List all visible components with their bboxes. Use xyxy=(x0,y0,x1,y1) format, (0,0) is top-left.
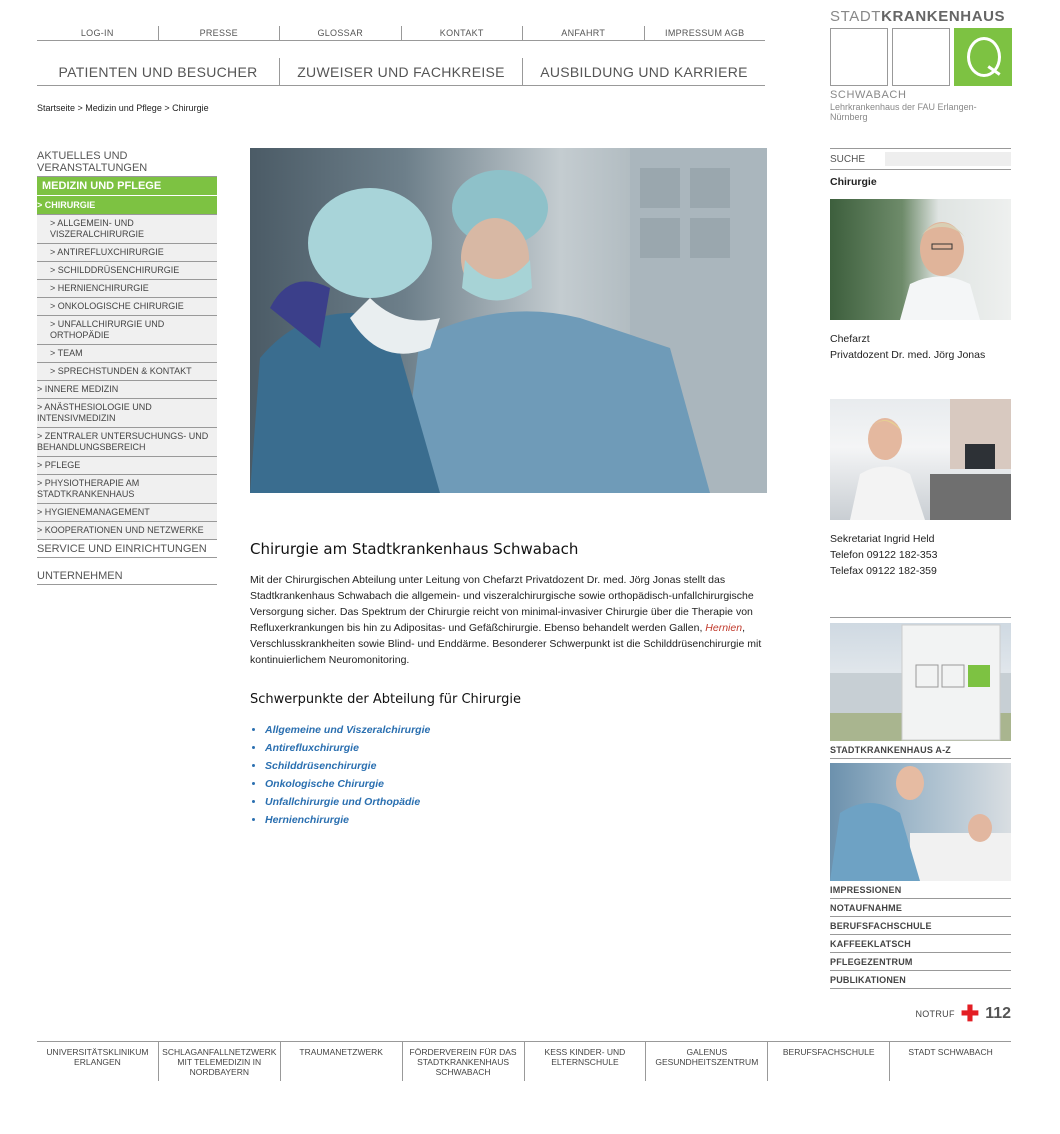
main-nav xyxy=(37,58,765,86)
footer-link[interactable]: KESS KINDER- UND ELTERNSCHULE xyxy=(525,1042,647,1081)
sidebar-item[interactable]: > INNERE MEDIZIN xyxy=(37,381,217,399)
partner-footer xyxy=(37,1041,1011,1081)
logo-wordmark: STADTKRANKENHAUS xyxy=(830,8,1006,25)
nav-zuweiser[interactable]: ZUWEISER UND FACHKREISE xyxy=(280,58,523,85)
sidebar-item[interactable]: > ZENTRALER UNTERSUCHUNGS- UND BEHANDLUNGSBEREICH xyxy=(37,428,217,457)
impressionen-photo[interactable] xyxy=(830,763,1011,881)
sidebar-item-aktuelles[interactable]: AKTUELLES UND VERANSTALTUNGEN xyxy=(37,150,217,177)
link-notaufnahme[interactable]: NOTAUFNAHME xyxy=(830,899,1011,917)
footer-link[interactable]: SCHLAGANFALLNETZWERK MIT TELEMEDIZIN IN NORDBAYERN xyxy=(159,1042,281,1081)
footer-link[interactable]: BERUFSFACHSCHULE xyxy=(768,1042,890,1081)
sekretariat-photo xyxy=(830,399,1011,520)
nav-kontakt[interactable]: KONTAKT xyxy=(402,26,524,40)
nav-impressum[interactable]: IMPRESSUM AGB xyxy=(665,28,745,38)
notruf-number: 112 xyxy=(985,1005,1011,1022)
divider xyxy=(830,617,1011,618)
list-item[interactable]: • Allgemeine und Viszeralchirurgie xyxy=(265,721,767,739)
link-pflegezentrum[interactable]: PFLEGEZENTRUM xyxy=(830,953,1011,971)
nav-glossar[interactable]: GLOSSAR xyxy=(280,26,402,40)
sekretariat-phone: Telefon 09122 182-353 xyxy=(830,549,938,561)
footer-link[interactable]: FÖRDERVEREIN FÜR DAS STADTKRANKENHAUS SCHWABACH xyxy=(403,1042,525,1081)
sidebar-subitem[interactable]: > HERNIENCHIRURGIE xyxy=(37,280,217,298)
nav-patienten[interactable]: PATIENTEN UND BESUCHER xyxy=(37,58,280,85)
search-input[interactable] xyxy=(885,152,1011,166)
utility-nav xyxy=(37,26,765,41)
sidebar-subitem[interactable]: > UNFALLCHIRURGIE UND ORTHOPÄDIE xyxy=(37,316,217,345)
intro-paragraph: Mit der Chirurgischen Abteilung unter Leitung von Chefarzt Privatdozent Dr. med. Jörg Jonas stellt das Stadtkrankenhaus Schwabach die allgemein- und viszeralchirurgische sowie orthopädisch-unfallchirurgische Versorgung sicher. Das Spektrum der Chirurgie reicht von minimal-invasiver Chirurgie über die Therapie von Refluxerkrankungen bis hin zu Adipositas- und Gefäßchirurgie. Ebenso behandelt werden Gallen, Hernien, Verschlusskrankheiten sowie Blind- und Enddärme. Besonderer Schwerpunkt ist die Schilddrüsenchirurgie mit kontinuierlichem Neuromonitoring. xyxy=(250,574,762,666)
sidebar-item-service[interactable]: SERVICE UND EINRICHTUNGEN xyxy=(37,540,217,558)
nav-presse[interactable]: PRESSE xyxy=(159,26,281,40)
logo-city: SCHWABACH xyxy=(830,89,907,101)
surgeons-photo xyxy=(250,148,767,493)
chefarzt-info xyxy=(830,331,1011,363)
sidebar-subitem[interactable]: > TEAM xyxy=(37,345,217,363)
chefarzt-photo xyxy=(830,199,1011,320)
sidebar-item[interactable]: > HYGIENEMANAGEMENT xyxy=(37,504,217,522)
search-bar xyxy=(830,148,1011,170)
footer-link[interactable]: GALENUS GESUNDHEITSZENTRUM xyxy=(646,1042,768,1081)
nav-anfahrt[interactable]: ANFAHRT xyxy=(523,26,645,40)
notruf-label: NOTRUF xyxy=(915,1009,955,1019)
chefarzt-name: Privatdozent Dr. med. Jörg Jonas xyxy=(830,349,986,361)
logo-box xyxy=(830,28,888,86)
logo-tagline: Lehrkrankenhaus der FAU Erlangen-Nürnberg xyxy=(830,102,977,122)
site-logo[interactable] xyxy=(830,8,1012,122)
focus-list xyxy=(250,721,767,829)
footer-link[interactable]: UNIVERSITÄTSKLINIKUM ERLANGEN xyxy=(37,1042,159,1081)
sekretariat-fax: Telefax 09122 182-359 xyxy=(830,565,937,577)
link-berufsfachschule[interactable]: BERUFSFACHSCHULE xyxy=(830,917,1011,935)
link-impressionen[interactable]: IMPRESSIONEN xyxy=(830,881,1011,899)
emergency-call[interactable] xyxy=(905,1002,1011,1026)
sidebar-nav xyxy=(37,150,217,585)
sidebar-item-chirurgie[interactable]: > CHIRURGIE xyxy=(37,196,217,215)
breadcrumb[interactable]: Startseite > Medizin und Pflege > Chirurgie xyxy=(37,103,209,113)
section-heading: Schwerpunkte der Abteilung für Chirurgie xyxy=(250,692,521,707)
list-item[interactable]: • Hernienchirurgie xyxy=(265,811,767,829)
red-cross-icon: ✚ xyxy=(960,1001,980,1026)
hero-image xyxy=(250,148,767,493)
sidebar-subitem[interactable]: > ALLGEMEIN- UND VISZERALCHIRURGIE xyxy=(37,215,217,244)
sidebar-item[interactable]: > KOOPERATIONEN UND NETZWERKE xyxy=(37,522,217,540)
nav-ausbildung[interactable]: AUSBILDUNG UND KARRIERE xyxy=(540,64,748,80)
sidebar-item-unternehmen[interactable]: UNTERNEHMEN xyxy=(37,558,217,585)
logo-box xyxy=(892,28,950,86)
link-a-z[interactable]: STADTKRANKENHAUS A-Z xyxy=(830,741,1011,759)
sekretariat-info xyxy=(830,531,1011,579)
link-publikationen[interactable]: PUBLIKATIONEN xyxy=(830,971,1011,989)
sidebar-section-medizin[interactable]: MEDIZIN UND PFLEGE xyxy=(37,177,217,196)
right-column xyxy=(830,148,1011,989)
sidebar-subitem[interactable]: > ANTIREFLUXCHIRURGIE xyxy=(37,244,217,262)
chefarzt-role: Chefarzt xyxy=(830,333,870,345)
list-item[interactable]: • Antirefluxchirurgie xyxy=(265,739,767,757)
search-label: SUCHE xyxy=(830,153,866,165)
building-sign-photo[interactable] xyxy=(830,623,1011,741)
hernien-link[interactable]: Hernien xyxy=(705,622,743,634)
footer-link[interactable]: STADT SCHWABACH xyxy=(908,1047,993,1057)
sidebar-subitem[interactable]: > SCHILDDRÜSENCHIRURGIE xyxy=(37,262,217,280)
page-title: Chirurgie am Stadtkrankenhaus Schwabach xyxy=(250,540,579,558)
sidebar-item[interactable]: > PHYSIOTHERAPIE AM STADTKRANKENHAUS xyxy=(37,475,217,504)
sidebar-item[interactable]: > ANÄSTHESIOLOGIE UND INTENSIVMEDIZIN xyxy=(37,399,217,428)
list-item[interactable]: • Onkologische Chirurgie xyxy=(265,775,767,793)
nav-login[interactable]: LOG-IN xyxy=(37,26,159,40)
footer-link[interactable]: TRAUMANETZWERK xyxy=(281,1042,403,1081)
contact-title: Chirurgie xyxy=(830,176,877,188)
list-item[interactable]: • Unfallchirurgie und Orthopädie xyxy=(265,793,767,811)
logo-boxes xyxy=(830,28,1012,86)
sidebar-subitem[interactable]: > SPRECHSTUNDEN & KONTAKT xyxy=(37,363,217,381)
logo-emblem-icon xyxy=(954,28,1012,86)
sidebar-subitem[interactable]: > ONKOLOGISCHE CHIRURGIE xyxy=(37,298,217,316)
list-item[interactable]: • Schilddrüsenchirurgie xyxy=(265,757,767,775)
sidebar-item[interactable]: > PFLEGE xyxy=(37,457,217,475)
link-kaffeeklatsch[interactable]: KAFFEEKLATSCH xyxy=(830,935,1011,953)
sekretariat-name: Sekretariat Ingrid Held xyxy=(830,533,935,545)
main-content xyxy=(250,540,767,829)
